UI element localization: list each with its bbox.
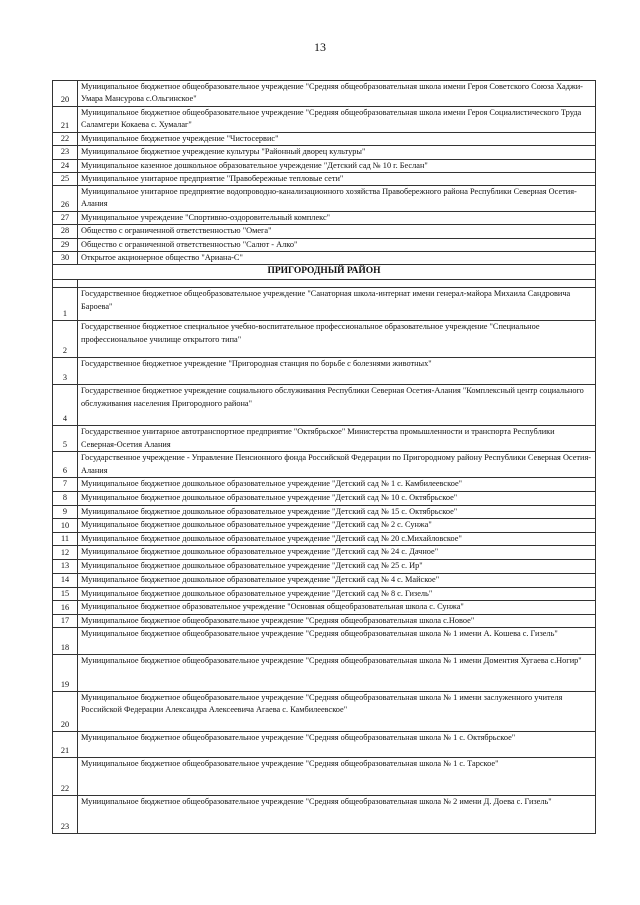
organization-name: Общество с ограниченной ответственностью "Салют - Алко" <box>78 238 596 251</box>
organization-name: Открытое акционерное общество "Ариана-С" <box>78 252 596 265</box>
table-row <box>53 238 596 251</box>
table-row <box>53 600 596 614</box>
row-number: 11 <box>53 532 78 545</box>
organization-name: Муниципальное бюджетное общеобразовательное учреждение "Средняя общеобразовательная школа № 2 имени Д. Доева с. Гизель" <box>78 796 596 834</box>
table-row <box>53 628 596 655</box>
organization-name: Муниципальное бюджетное дошкольное образовательное учреждение "Детский сад № 20 с.Михайловское" <box>78 532 596 545</box>
row-number: 5 <box>53 426 78 452</box>
row-number: 1 <box>53 288 78 321</box>
row-number: 7 <box>53 478 78 491</box>
organizations-table <box>52 80 596 834</box>
table-row <box>53 426 596 452</box>
organization-name: Муниципальное бюджетное образовательное учреждение "Основная общеобразовательная школа с. Сунжа" <box>78 600 596 614</box>
table-row <box>53 133 596 146</box>
organization-name: Муниципальное казенное дошкольное образовательное учреждение "Детский сад № 10 г. Беслан" <box>78 159 596 172</box>
organization-name: Муниципальное бюджетное общеобразовательное учреждение "Средняя общеобразовательная школа № 1 имени А. Кошева с. Гизель" <box>78 628 596 655</box>
row-number: 14 <box>53 573 78 587</box>
organization-name: Муниципальное бюджетное дошкольное образовательное учреждение "Детский сад № 25 с. Ир" <box>78 560 596 573</box>
table-row <box>53 478 596 491</box>
organization-name: Муниципальное бюджетное дошкольное образовательное учреждение "Детский сад № 2 с. Сунжа" <box>78 518 596 532</box>
organization-name: Муниципальное бюджетное общеобразовательное учреждение "Средняя общеобразовательная школа № 1 имени заслуженного учителя Российской Федерации Александра Алексеевича Агаева с. Камбилеевское" <box>78 692 596 732</box>
table-row <box>53 225 596 238</box>
table-row <box>53 692 596 732</box>
organization-name: Муниципальное бюджетное общеобразовательное учреждение "Средняя общеобразовательная школа № 1 с. Тарское" <box>78 758 596 796</box>
organization-name: Государственное унитарное автотранспортное предприятие "Октябрьское" Министерства промышленности и транспорта Республики Северная-Осетия Алания <box>78 426 596 452</box>
row-number: 3 <box>53 358 78 385</box>
row-number: 6 <box>53 452 78 478</box>
page-number: 13 <box>314 40 326 54</box>
row-number <box>53 280 78 288</box>
table-row <box>53 212 596 225</box>
organization-name: Муниципальное бюджетное дошкольное образовательное учреждение "Детский сад № 24 с. Дачное" <box>78 546 596 560</box>
row-number: 25 <box>53 172 78 185</box>
row-number: 18 <box>53 628 78 655</box>
table-row <box>53 385 596 426</box>
section-title: ПРИГОРОДНЫЙ РАЙОН <box>53 265 596 280</box>
organization-name: Муниципальное бюджетное общеобразовательное учреждение "Средняя общеобразовательная школа № 1 имени Доментия Хугаева с.Ногир" <box>78 655 596 692</box>
row-number: 27 <box>53 212 78 225</box>
row-number: 17 <box>53 614 78 627</box>
table-row <box>53 172 596 185</box>
table-row <box>53 358 596 385</box>
section-header-row <box>53 265 596 280</box>
row-number: 4 <box>53 385 78 426</box>
organization-name: Государственное бюджетное специальное учебно-воспитательное профессиональное образовательное учреждение "Специальное профессиональное училище открытого типа" <box>78 321 596 358</box>
table-row <box>53 186 596 212</box>
table-row <box>53 159 596 172</box>
row-number: 2 <box>53 321 78 358</box>
table-row <box>53 518 596 532</box>
table-row <box>53 107 596 133</box>
organization-name: Государственное бюджетное общеобразовательное учреждение "Санаторная школа-интернат имени генерал-майора Михаила Сандровича Бароева" <box>78 288 596 321</box>
table-row <box>53 587 596 600</box>
organization-name <box>78 280 596 288</box>
row-number: 13 <box>53 560 78 573</box>
table-row <box>53 796 596 834</box>
row-number: 21 <box>53 107 78 133</box>
row-number: 22 <box>53 758 78 796</box>
organization-name: Муниципальное бюджетное учреждение культуры "Районный дворец культуры" <box>78 146 596 159</box>
organization-name: Государственное учреждение - Управление Пенсионного фонда Российской Федерации по Пригородному району Республики Северная Осетия-Алания <box>78 452 596 478</box>
table-row <box>53 505 596 518</box>
row-number: 29 <box>53 238 78 251</box>
organization-name: Общество с ограниченной ответственностью "Омега" <box>78 225 596 238</box>
table-row <box>53 288 596 321</box>
organization-name: Муниципальное бюджетное общеобразовательное учреждение "Средняя общеобразовательная школа с.Новое" <box>78 614 596 627</box>
table-row <box>53 146 596 159</box>
table-row <box>53 491 596 505</box>
table-row <box>53 280 596 288</box>
organization-name: Муниципальное бюджетное дошкольное образовательное учреждение "Детский сад № 8 с. Гизель" <box>78 587 596 600</box>
row-number: 23 <box>53 146 78 159</box>
organization-name: Муниципальное унитарное предприятие "Правобережные тепловые сети" <box>78 172 596 185</box>
organization-name: Государственное бюджетное учреждение "Пригородная станция по борьбе с болезнями животных" <box>78 358 596 385</box>
organization-name: Муниципальное бюджетное дошкольное образовательное учреждение "Детский сад № 4 с. Майское" <box>78 573 596 587</box>
row-number: 19 <box>53 655 78 692</box>
organization-name: Муниципальное учреждение "Спортивно-оздоровительный комплекс" <box>78 212 596 225</box>
organization-name: Государственное бюджетное учреждение социального обслуживания Республики Северная Осетия-Алания "Комплексный центр социального обслуживания населения Пригородного района" <box>78 385 596 426</box>
row-number: 10 <box>53 518 78 532</box>
row-number: 30 <box>53 252 78 265</box>
organization-name: Муниципальное бюджетное дошкольное образовательное учреждение "Детский сад № 1 с. Камбилеевское" <box>78 478 596 491</box>
table-row <box>53 655 596 692</box>
table-row <box>53 573 596 587</box>
table-row <box>53 452 596 478</box>
organization-name: Муниципальное бюджетное общеобразовательное учреждение "Средняя общеобразовательная школа № 1 с. Октябрьское" <box>78 732 596 758</box>
table-row <box>53 546 596 560</box>
organization-name: Муниципальное бюджетное общеобразовательное учреждение "Средняя общеобразовательная школа имени Героя Советского Союза Хаджи-Умара Мансурова с.Ольгинское" <box>78 81 596 107</box>
row-number: 9 <box>53 505 78 518</box>
row-number: 20 <box>53 692 78 732</box>
organization-name: Муниципальное бюджетное учреждение "Чистосервис" <box>78 133 596 146</box>
row-number: 26 <box>53 186 78 212</box>
row-number: 15 <box>53 587 78 600</box>
row-number: 16 <box>53 600 78 614</box>
table-row <box>53 758 596 796</box>
organization-name: Муниципальное унитарное предприятие водопроводно-канализационного хозяйства Правобережного района Республики Северная Осетия-Алания <box>78 186 596 212</box>
table-row <box>53 532 596 545</box>
organization-name: Муниципальное бюджетное дошкольное образовательное учреждение "Детский сад № 10 с. Октябрьское" <box>78 491 596 505</box>
row-number: 24 <box>53 159 78 172</box>
row-number: 21 <box>53 732 78 758</box>
table-row <box>53 81 596 107</box>
row-number: 12 <box>53 546 78 560</box>
table-row <box>53 614 596 627</box>
table-row <box>53 321 596 358</box>
row-number: 22 <box>53 133 78 146</box>
organization-name: Муниципальное бюджетное общеобразовательное учреждение "Средняя общеобразовательная школа имени Героя Социалистического Труда Саламгери Кокаева с. Хумалаг" <box>78 107 596 133</box>
row-number: 28 <box>53 225 78 238</box>
table-row <box>53 732 596 758</box>
row-number: 23 <box>53 796 78 834</box>
row-number: 20 <box>53 81 78 107</box>
table-row <box>53 560 596 573</box>
row-number: 8 <box>53 491 78 505</box>
organization-name: Муниципальное бюджетное дошкольное образовательное учреждение "Детский сад № 15 с. Октябрьское" <box>78 505 596 518</box>
table-row <box>53 252 596 265</box>
